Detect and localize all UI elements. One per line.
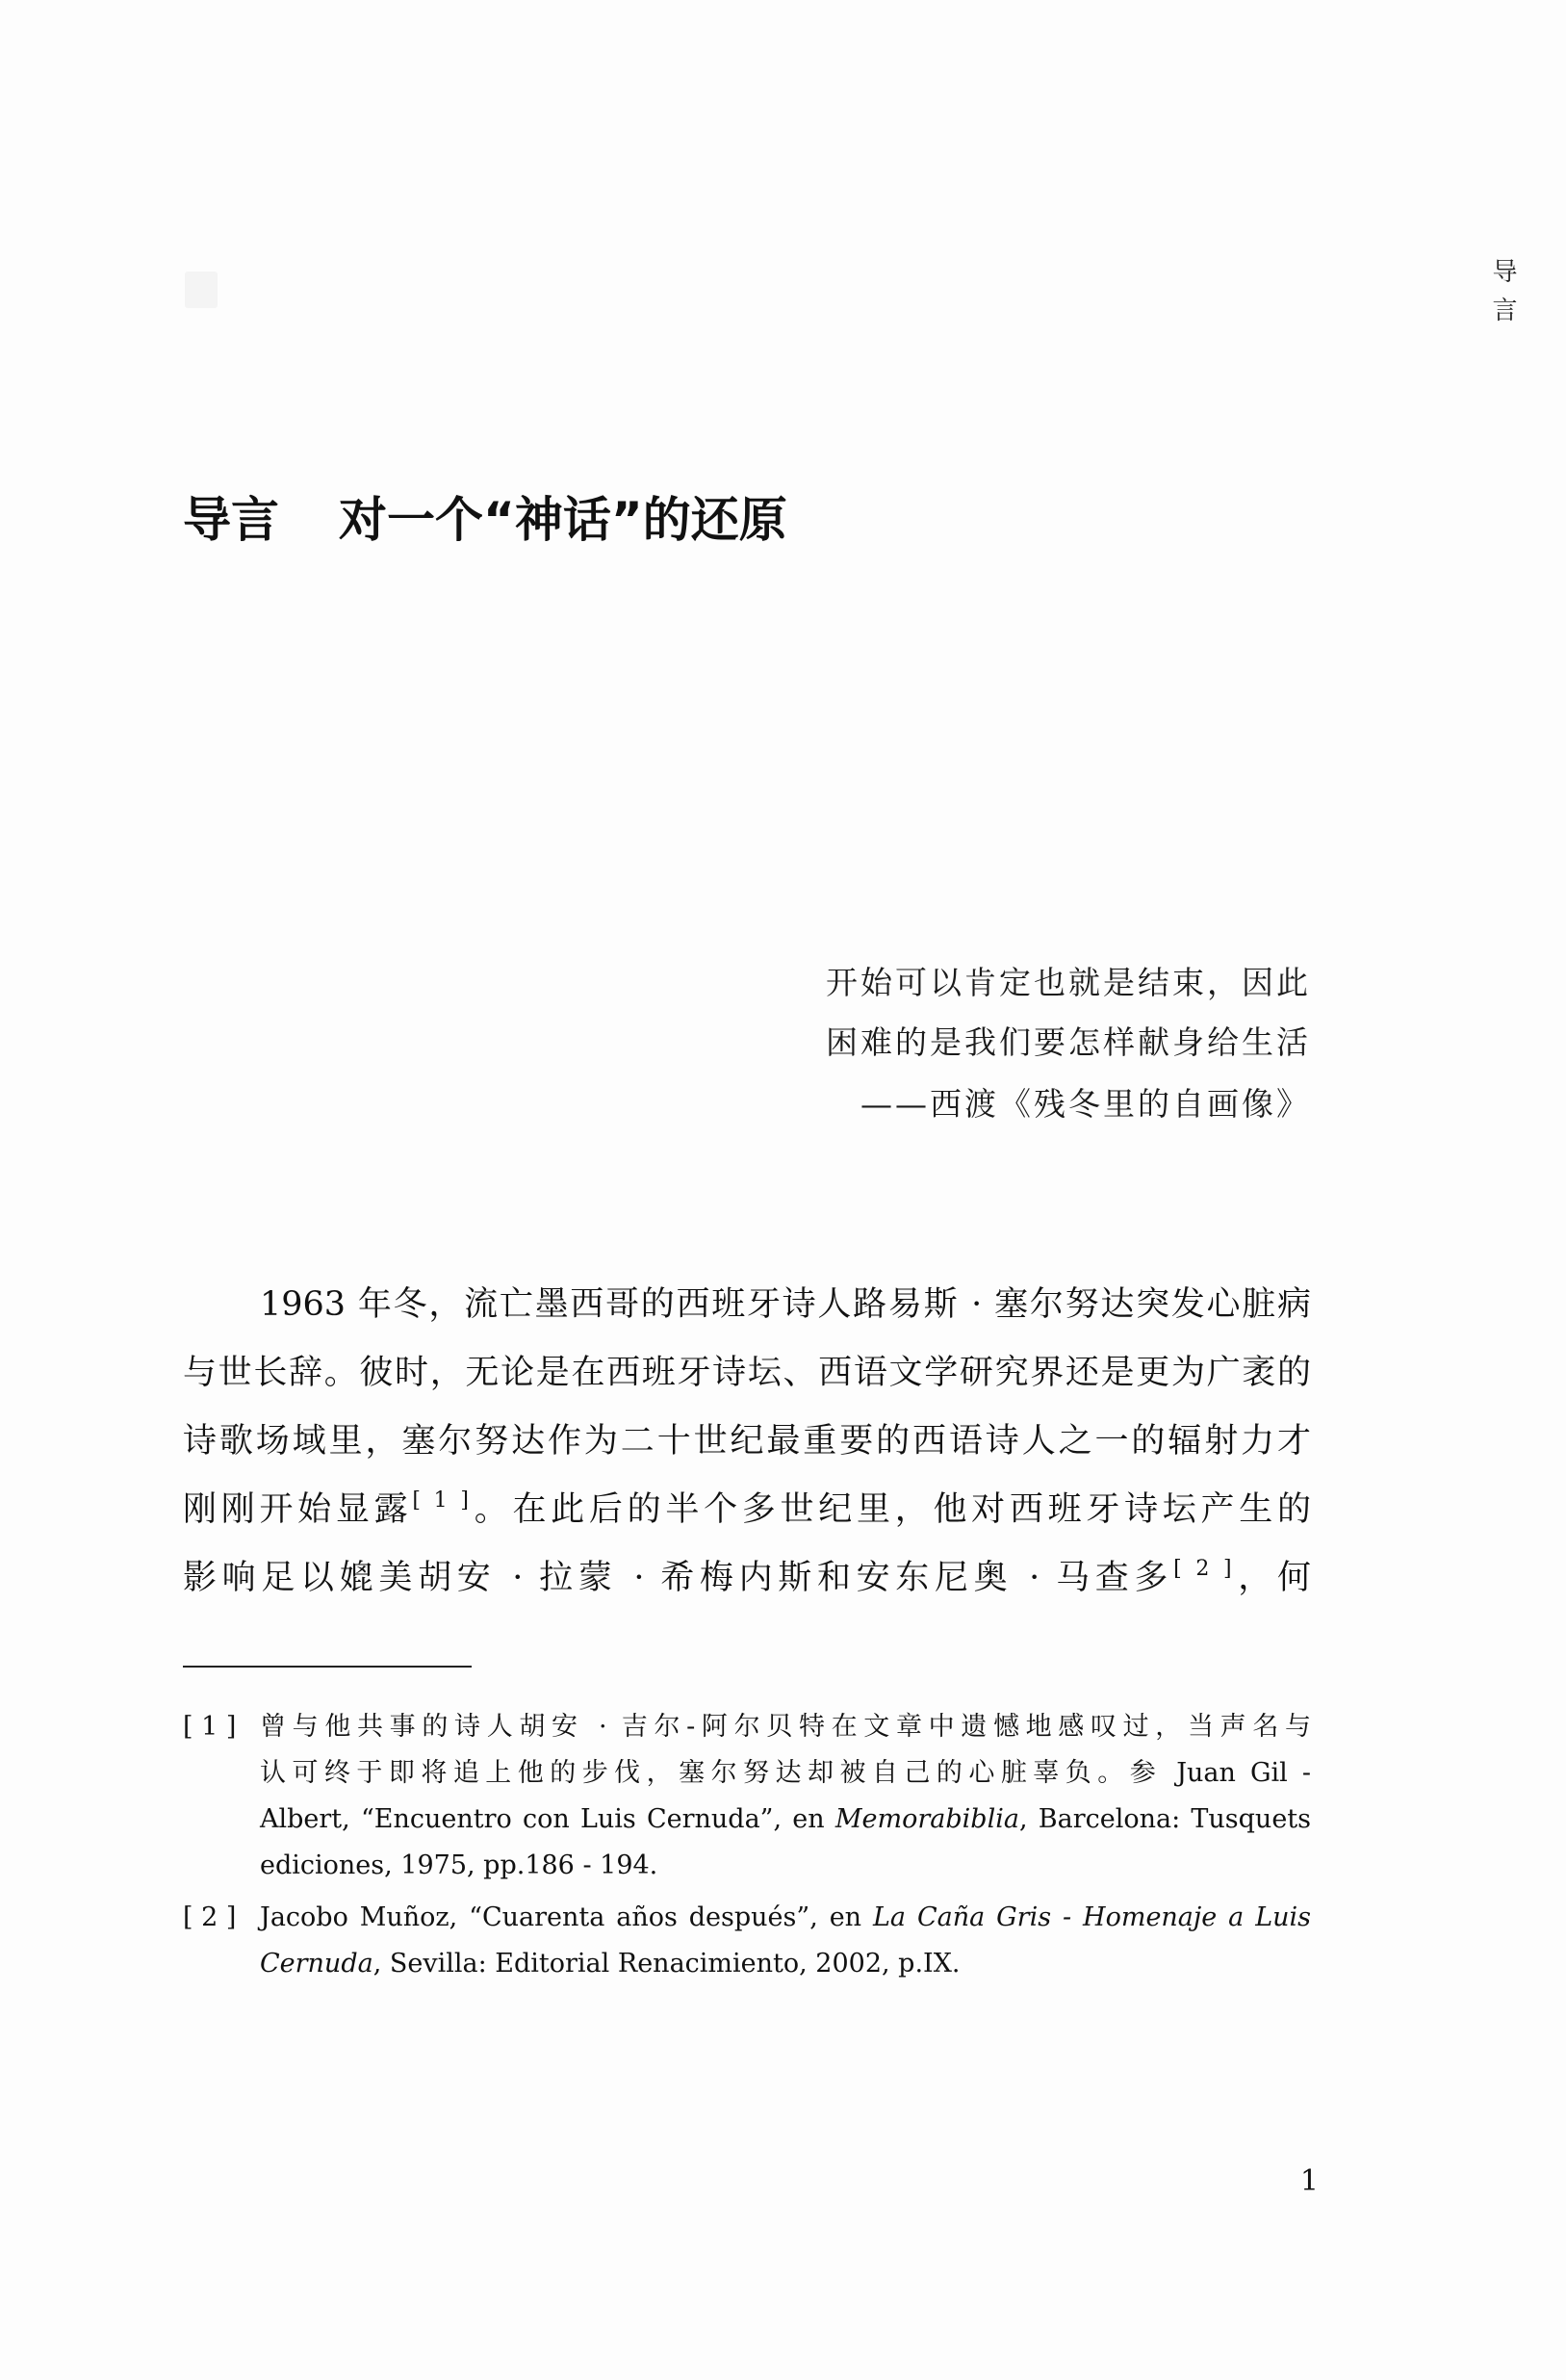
chapter-title-text: 对一个“神话”的还原 [339,492,787,548]
footnote-book-title: Memorabiblia [834,1804,1019,1834]
body-text-segment: 刚刚开始显露 [183,1490,413,1529]
footnote-line [260,1941,1311,1987]
body-text-segment: 。在此后的半个多世纪里，他对西班牙诗坛产生的 [469,1490,1311,1529]
scan-speck [185,272,218,308]
footnote-line [260,1797,1311,1843]
chapter-title [183,486,787,554]
body-line: 与世长辞。彼时，无论是在西班牙诗坛、西语文学研究界还是更为广袤的 [183,1354,1311,1392]
body-line [183,1476,1311,1544]
body-line [183,1544,1311,1613]
footnote-2 [183,1895,1311,1987]
footnote-line: ediciones, 1975, pp.186 - 194. [260,1850,658,1880]
body-paragraph [183,1271,1311,1613]
footnote-line: 曾与他共事的诗人胡安 · 吉尔-阿尔贝特在文章中遗憾地感叹过，当声名与 [260,1712,1311,1742]
footnote-number: [ 1 ] [183,1712,237,1742]
footnote-book-title: La Caña Gris - Homenaje a Luis [873,1902,1312,1932]
footnote-text-segment: Albert, “Encuentro con Luis Cernuda”, en [260,1804,835,1834]
epigraph-line: 困难的是我们要怎样献身给生活 [826,1023,1311,1061]
page-number: 1 [1299,2164,1319,2198]
footnote-text-segment: , Barcelona: Tusquets [1018,1804,1312,1834]
footnote-line [260,1895,1311,1941]
body-text-segment: 影响足以媲美胡安 · 拉蒙 · 希梅内斯和安东尼奥 · 马查多 [183,1559,1174,1597]
footnotes [183,1704,1311,1993]
running-head: 导言 [1488,258,1517,335]
footnote-text-segment: , Sevilla: Editorial Renacimiento, 2002, p.IX. [372,1949,961,1979]
epigraph-source: ——西渡《残冬里的自画像》 [860,1085,1311,1123]
footnote-ref-2[interactable]: [ 2 ] [1173,1557,1233,1581]
footnote-book-title: Cernuda [260,1949,373,1979]
footnote-divider [183,1666,472,1668]
footnote-1 [183,1704,1311,1889]
footnote-line: 认可终于即将追上他的步伐，塞尔努达却被自己的心脏辜负。参 Juan Gil - [260,1758,1311,1788]
epigraph-line: 开始可以肯定也就是结束，因此 [826,964,1311,1001]
epigraph [826,953,1311,1134]
footnote-ref-1[interactable]: [ 1 ] [412,1488,470,1513]
footnote-text-segment: Jacobo Muñoz, “Cuarenta años después”, en [260,1902,873,1932]
footnote-number: [ 2 ] [183,1902,237,1932]
body-text-segment: ，何 [1232,1559,1311,1597]
body-line: 诗歌场域里，塞尔努达作为二十世纪最重要的西语诗人之一的辐射力才 [183,1422,1311,1461]
chapter-label: 导言 [183,492,279,548]
body-line: 1963 年冬，流亡墨西哥的西班牙诗人路易斯 · 塞尔努达突发心脏病 [260,1285,1311,1324]
